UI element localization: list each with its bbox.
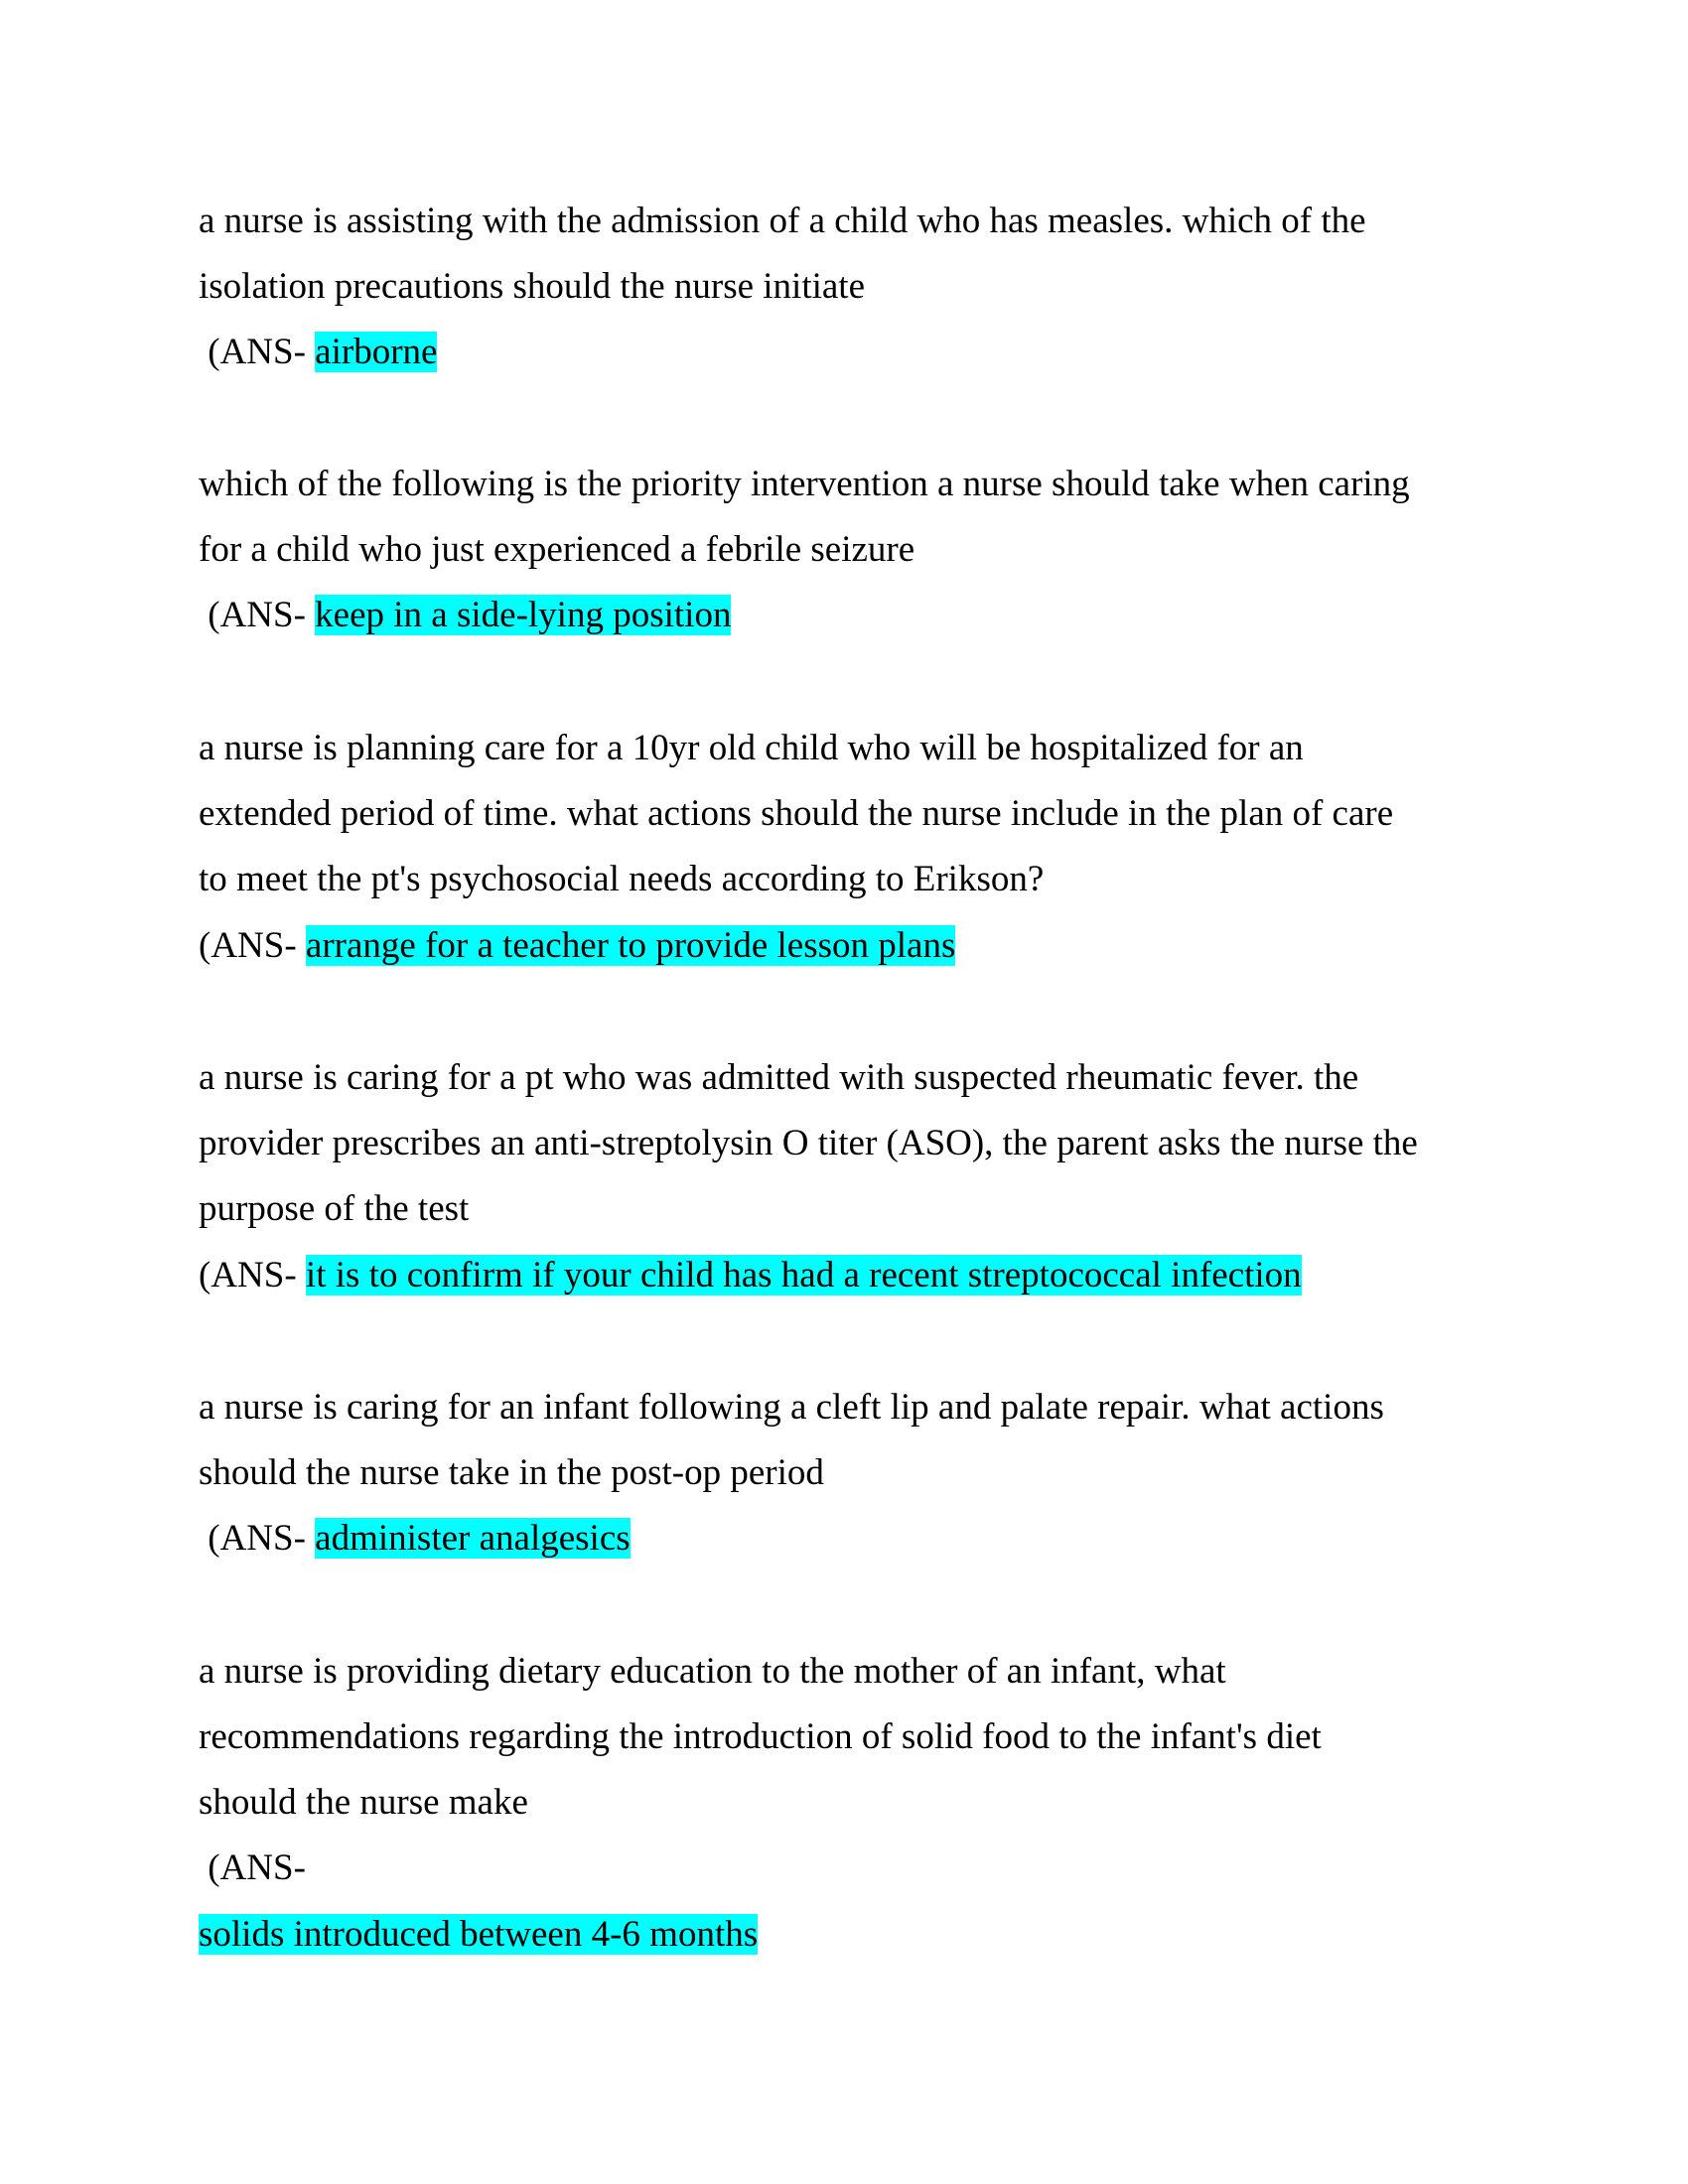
answer-4-prefix: (ANS- [199, 1255, 306, 1296]
question-5-line-2: should the nurse take in the post-op period [199, 1452, 824, 1493]
question-6-line-1: a nurse is providing dietary education to the mother of an infant, what [199, 1651, 1226, 1692]
answer-5-line [199, 1515, 631, 1563]
question-1-line-2: isolation precautions should the nurse initiate [199, 266, 866, 307]
question-3-line-1: a nurse is planning care for a 10yr old child who will be hospitalized for an [199, 728, 1304, 768]
answer-2-highlight: keep in a side-lying position [315, 595, 732, 635]
answer-1-highlight: airborne [315, 332, 438, 372]
answer-6-line [199, 1911, 758, 1959]
answer-5-prefix: (ANS- [199, 1518, 316, 1559]
answer-2-prefix: (ANS- [199, 595, 316, 635]
answer-5-highlight: administer analgesics [315, 1518, 631, 1559]
answer-3-line [199, 922, 955, 970]
question-6-line-3: should the nurse make [199, 1782, 528, 1823]
question-4-line-1: a nurse is caring for a pt who was admitted with suspected rheumatic fever. the [199, 1057, 1359, 1098]
answer-3-prefix: (ANS- [199, 925, 306, 966]
question-4-line-2: provider prescribes an anti-streptolysin O titer (ASO), the parent asks the nurse the [199, 1123, 1418, 1163]
question-2-line-2: for a child who just experienced a febrile seizure [199, 529, 915, 570]
question-1-line-1: a nurse is assisting with the admission of a child who has measles. which of the [199, 201, 1366, 241]
answer-6-prefix: (ANS- [199, 1847, 316, 1888]
question-6-line-2: recommendations regarding the introduction of solid food to the infant's diet [199, 1716, 1322, 1757]
answer-1-prefix: (ANS- [199, 332, 316, 372]
question-3-line-2: extended period of time. what actions should the nurse include in the plan of care [199, 793, 1394, 834]
answer-4-highlight: it is to confirm if your child has had a recent streptococcal infection [305, 1255, 1302, 1296]
answer-1-line [199, 329, 437, 376]
question-3-line-3: to meet the pt's psychosocial needs according to Erikson? [199, 859, 1045, 899]
answer-4-line [199, 1252, 1302, 1299]
question-2-line-1: which of the following is the priority intervention a nurse should take when caring [199, 464, 1410, 504]
answer-3-highlight: arrange for a teacher to provide lesson plans [305, 925, 956, 966]
question-5-line-1: a nurse is caring for an infant following a cleft lip and palate repair. what actions [199, 1387, 1384, 1428]
question-4-line-3: purpose of the test [199, 1188, 470, 1229]
answer-6-highlight: solids introduced between 4-6 months [199, 1914, 759, 1955]
answer-2-line [199, 592, 731, 639]
